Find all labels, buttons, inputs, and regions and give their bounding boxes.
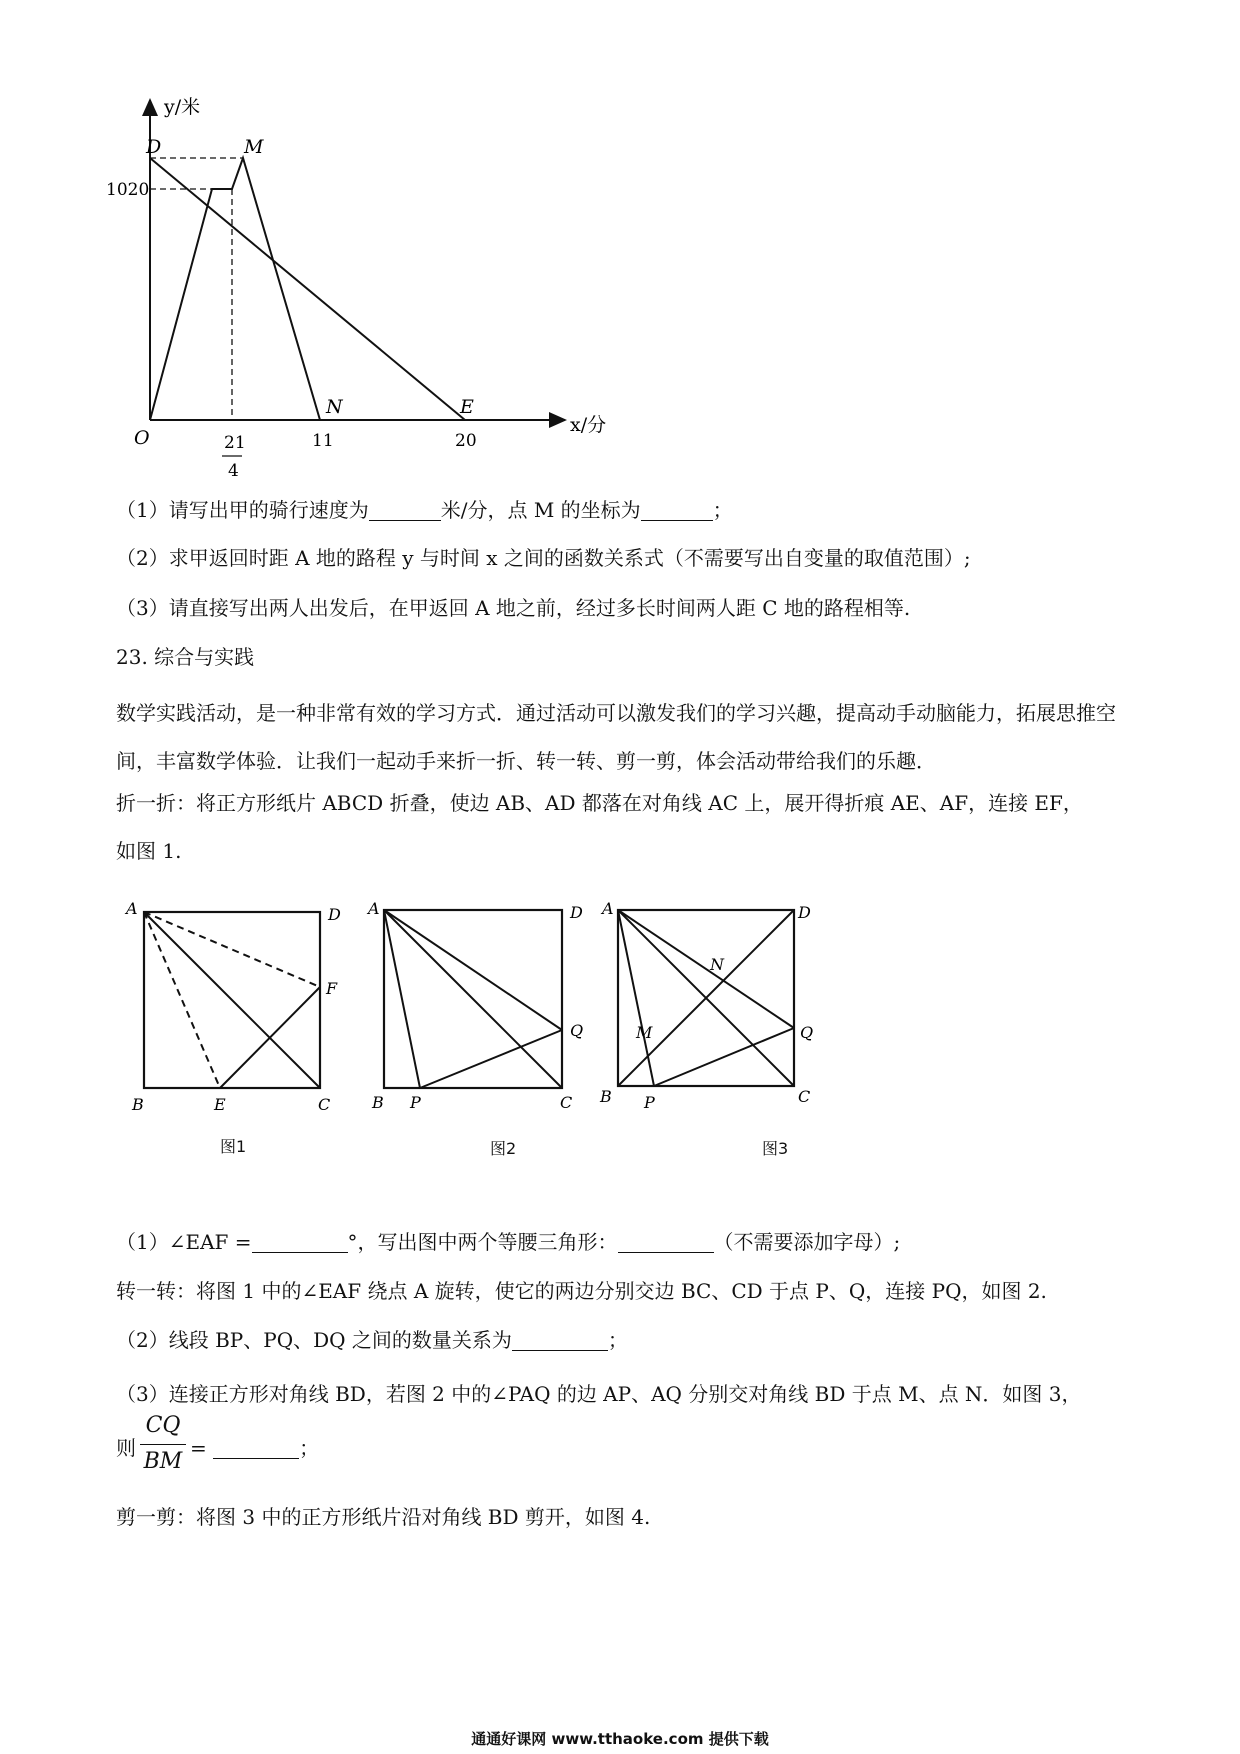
- fig3-label-c: C: [798, 1087, 811, 1106]
- x-tick-frac-den: 4: [228, 461, 239, 481]
- point-m-label: M: [244, 136, 264, 158]
- fig2-label-q: Q: [570, 1021, 584, 1040]
- fig2-label-d: D: [570, 903, 583, 922]
- distance-time-graph: [100, 95, 620, 495]
- figure-3: [599, 899, 813, 1112]
- fraction-numerator: CQ: [145, 1413, 181, 1438]
- q22-part2: （2）求甲返回时距 A 地的路程 y 与时间 x 之间的函数关系式（不需要写出自变量的取值范围）;: [116, 546, 971, 570]
- square-figures: [120, 890, 910, 1130]
- fig2-label-p: P: [410, 1093, 421, 1112]
- fig1-label-a: A: [126, 899, 138, 918]
- fraction-bar: [140, 1444, 186, 1445]
- y-tick-1020: 1020: [106, 180, 150, 200]
- x-tick-20: 20: [455, 431, 477, 451]
- answer-blank-speed[interactable]: [369, 500, 441, 521]
- answer-blank-angle[interactable]: [252, 1232, 348, 1253]
- fig3-label-n: N: [710, 955, 724, 974]
- origin-label: O: [134, 427, 150, 449]
- figure-2: [366, 899, 583, 1112]
- answer-blank-m-coord[interactable]: [641, 500, 713, 521]
- fig2-label-a: A: [368, 899, 380, 918]
- fig1-label-b: B: [132, 1095, 144, 1114]
- point-d-label: D: [146, 136, 162, 158]
- figure-1-caption: 图1: [220, 1137, 247, 1156]
- y-axis-label: y/米: [164, 96, 201, 118]
- point-e-label: E: [460, 396, 474, 418]
- fig3-label-a: A: [602, 899, 614, 918]
- q22-part3: （3）请直接写出两人出发后，在甲返回 A 地之前，经过多长时间两人距 C 地的路程相等.: [116, 596, 911, 620]
- fig1-label-c: C: [318, 1095, 331, 1114]
- answer-blank-relation[interactable]: [512, 1330, 608, 1351]
- answer-blank-isosceles[interactable]: [618, 1232, 714, 1253]
- fig3-label-b: B: [600, 1087, 612, 1106]
- fraction-denominator: BM: [143, 1449, 183, 1474]
- fig2-label-c: C: [560, 1093, 573, 1112]
- q23-part3-then: 则: [116, 1436, 136, 1460]
- figure-2-caption: 图2: [490, 1139, 517, 1158]
- q23-rotate: 转一转：将图 1 中的∠EAF 绕点 A 旋转，使它的两边分别交边 BC、CD 于点 P、Q，连接 PQ，如图 2.: [116, 1279, 1047, 1303]
- q23-part1: （1）∠EAF = °，写出图中两个等腰三角形： （不需要添加字母）;: [116, 1230, 901, 1254]
- answer-blank-ratio[interactable]: [213, 1438, 299, 1459]
- fig2-label-b: B: [372, 1093, 384, 1112]
- q23-part3-eq: = ；: [190, 1436, 320, 1460]
- fig1-label-d: D: [328, 905, 341, 924]
- x-tick-frac-num: 21: [224, 433, 246, 453]
- jia-path: [150, 158, 320, 420]
- q23-cut: 剪一剪：将图 3 中的正方形纸片沿对角线 BD 剪开，如图 4.: [116, 1505, 651, 1529]
- x-tick-11: 11: [312, 431, 334, 451]
- figure-1: [124, 899, 341, 1114]
- fig3-label-d: D: [798, 903, 811, 922]
- fig3-label-p: P: [644, 1093, 655, 1112]
- fig3-label-q: Q: [800, 1023, 814, 1042]
- figure-3-caption: 图3: [762, 1139, 789, 1158]
- q23-part2: （2）线段 BP、PQ、DQ 之间的数量关系为 ；: [116, 1328, 628, 1352]
- q23-intro: 数学实践活动，是一种非常有效的学习方式．通过活动可以激发我们的学习兴趣，提高动手动脑能力，拓展思推空间，丰富数学体验．让我们一起动手来折一折、转一转、剪一剪，体会活动带给我们的乐趣．: [116, 701, 1116, 773]
- fig3-label-m: M: [636, 1023, 653, 1042]
- q23-fold: 折一折：将正方形纸片 ABCD 折叠，使边 AB、AD 都落在对角线 AC 上，展开得折痕 AE、AF，连接 EF，: [116, 791, 1083, 815]
- point-n-label: N: [326, 396, 343, 418]
- q22-part1: （1）请写出甲的骑行速度为 米/分，点 M 的坐标为 ；: [116, 498, 733, 522]
- fig1-label-f: F: [326, 979, 338, 998]
- fig1-label-e: E: [214, 1095, 226, 1114]
- page-footer: 通通好课网 www.tthaoke.com 提供下载: [471, 1730, 769, 1748]
- q23-part3: （3）连接正方形对角线 BD，若图 2 中的∠PAQ 的边 AP、AQ 分别交对角线 BD 于点 M、点 N．如图 3，: [116, 1382, 1082, 1406]
- q23-heading: 23. 综合与实践: [116, 645, 255, 669]
- x-axis-label: x/分: [570, 414, 607, 436]
- q23-fold-cont: 如图 1.: [116, 839, 182, 863]
